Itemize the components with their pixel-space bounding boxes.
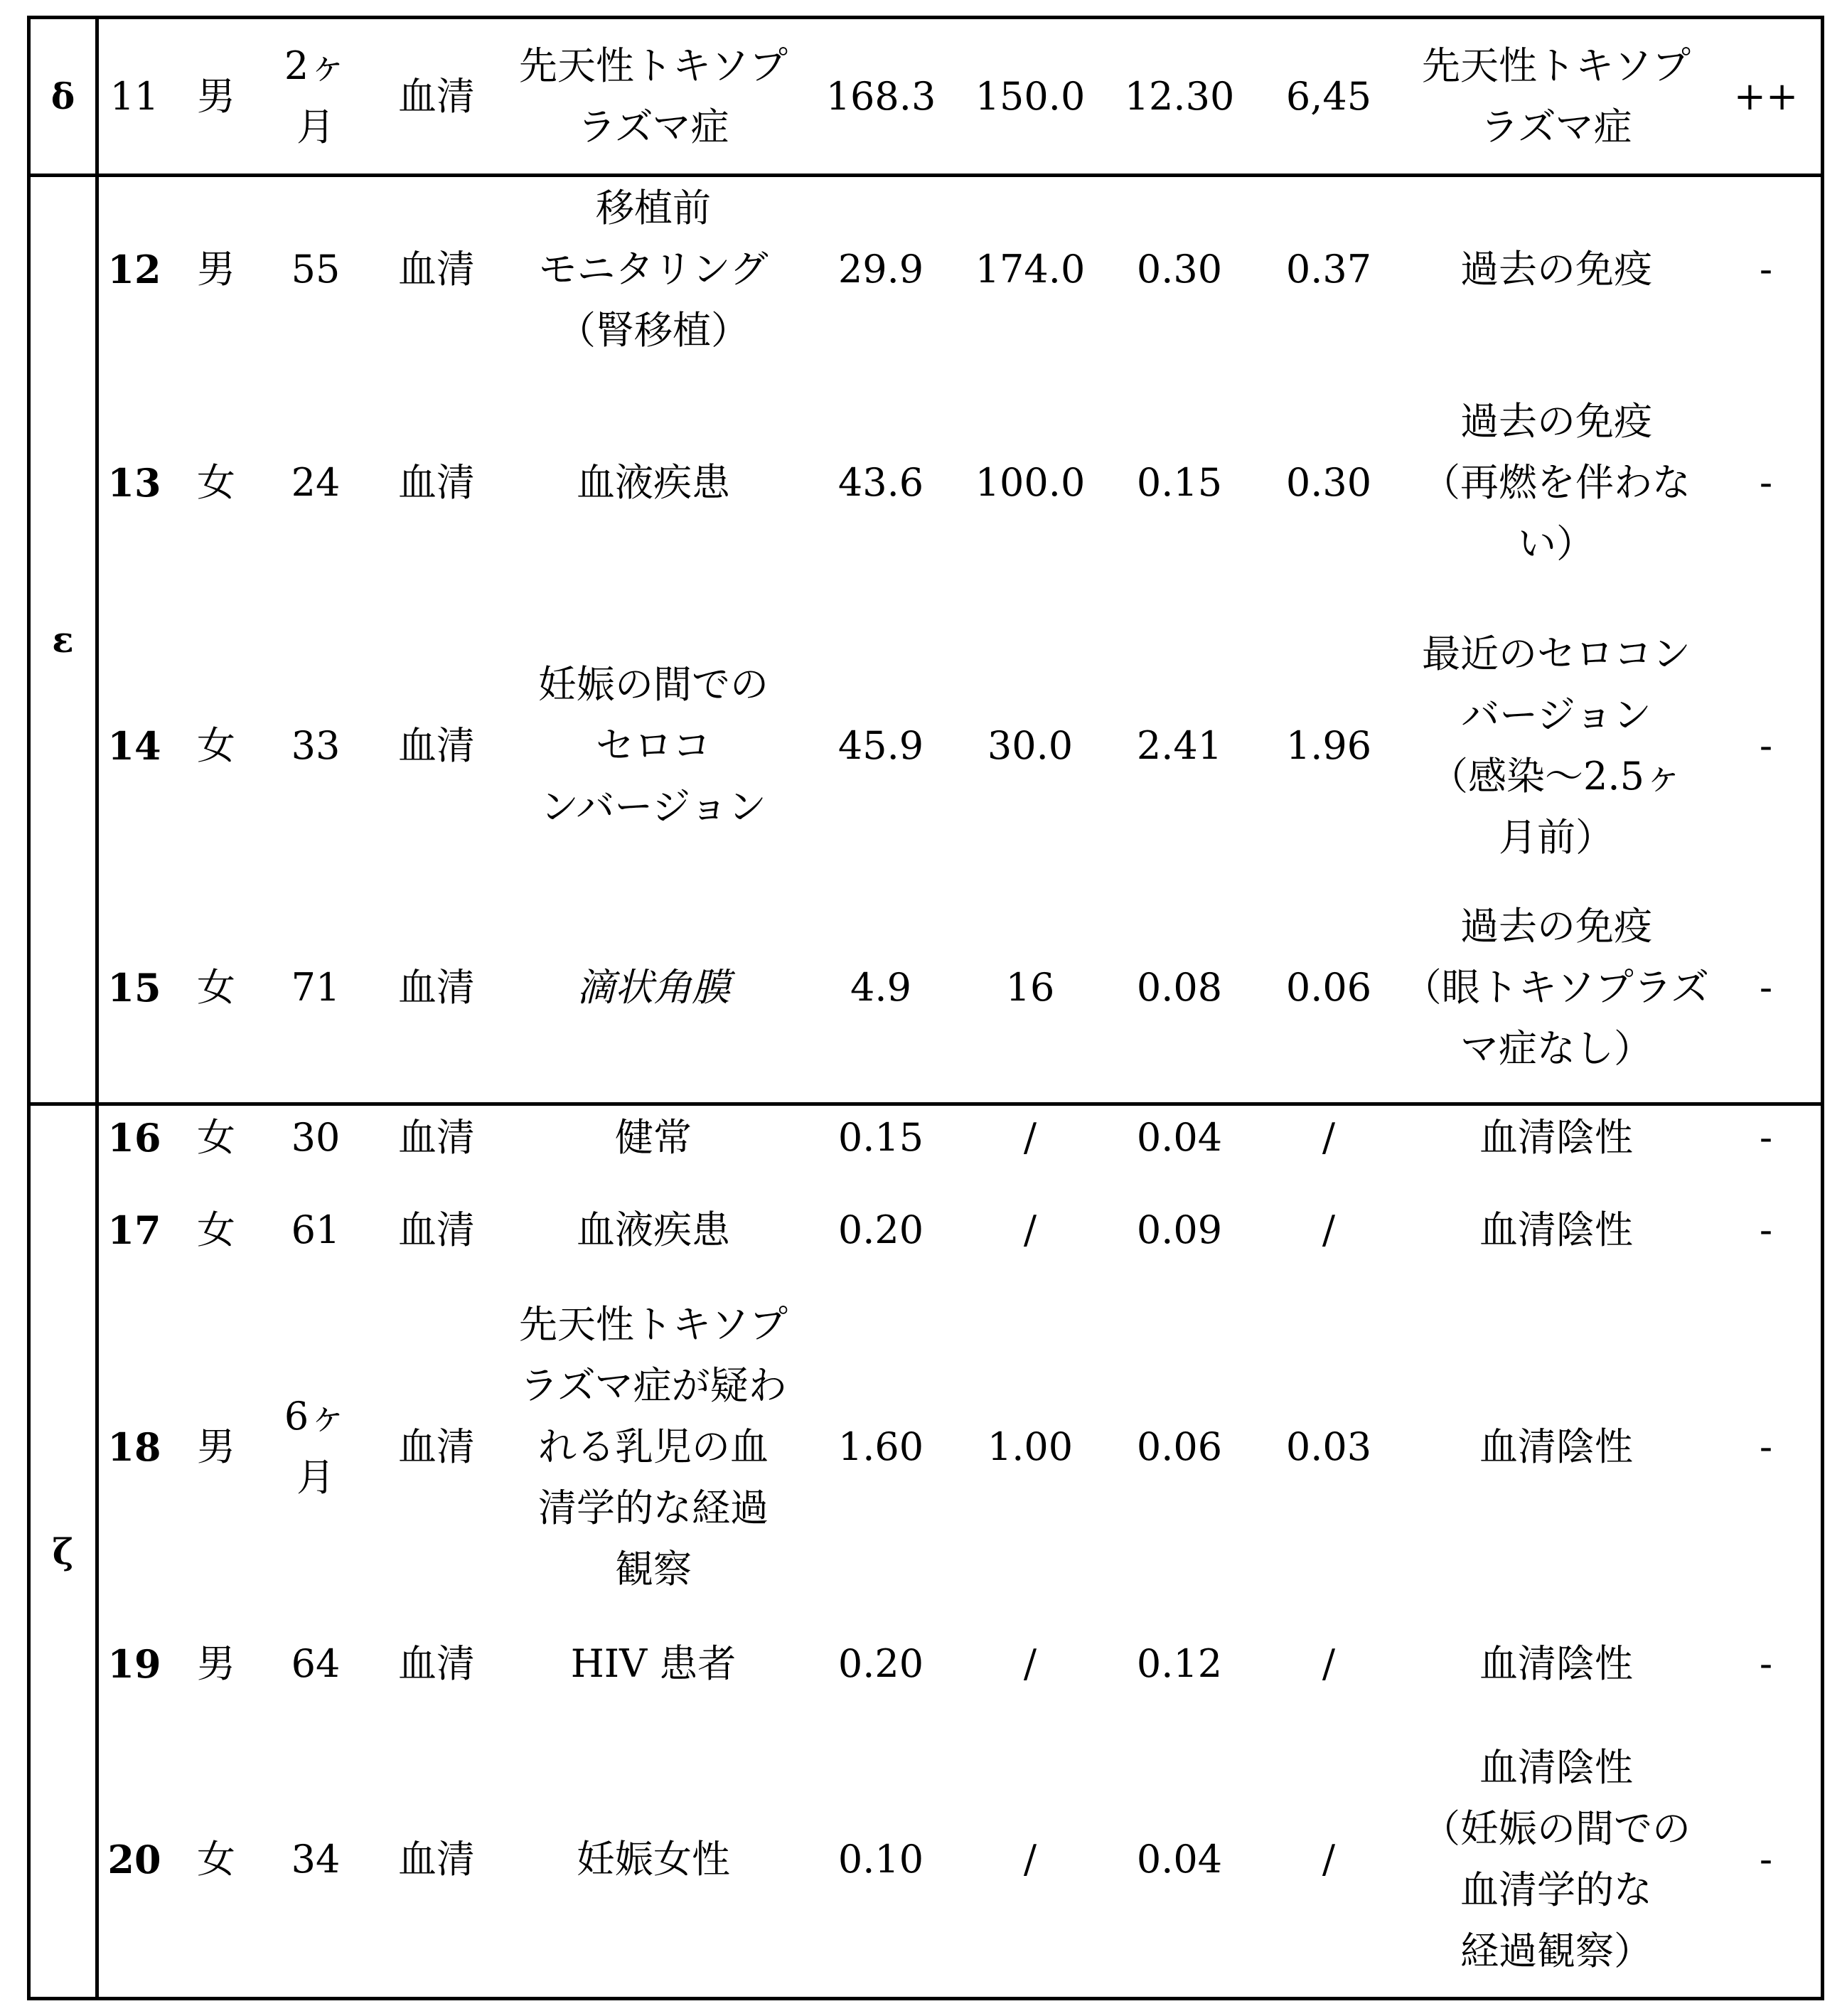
age: 64 xyxy=(291,1641,341,1686)
age: 30 xyxy=(291,1115,341,1160)
age: 6ヶ 月 xyxy=(284,1394,348,1500)
age: 24 xyxy=(291,460,341,505)
value-3: 0.15 xyxy=(1136,460,1223,505)
interpretation: 血清陰性 （妊娠の間での 血清学的な 経過観察） xyxy=(1422,1745,1691,1973)
sample-id: 18 xyxy=(107,1424,161,1470)
value-3: 2.41 xyxy=(1136,723,1223,768)
value-4: / xyxy=(1322,1207,1336,1252)
age: 33 xyxy=(291,723,341,768)
value-4: 0.06 xyxy=(1285,965,1372,1010)
value-2: / xyxy=(1023,1207,1037,1252)
value-4: / xyxy=(1322,1837,1336,1882)
value-4: 0.30 xyxy=(1285,460,1372,505)
diagnosis: 滴状角膜 xyxy=(577,965,730,1010)
result: - xyxy=(1759,1424,1773,1469)
value-4: 1.96 xyxy=(1285,723,1372,768)
value-3: 0.08 xyxy=(1136,965,1223,1010)
value-2: 174.0 xyxy=(975,247,1086,292)
value-3: 0.12 xyxy=(1136,1641,1223,1686)
sample-id: 20 xyxy=(107,1837,161,1882)
value-1: 168.3 xyxy=(825,73,936,119)
value-1: 43.6 xyxy=(837,460,924,505)
result: - xyxy=(1759,247,1773,292)
group-label-delta: δ xyxy=(50,75,75,117)
value-2: 16 xyxy=(1005,965,1055,1010)
value-1: 0.20 xyxy=(837,1641,924,1686)
diagnosis: 妊娠女性 xyxy=(577,1837,730,1882)
interpretation: 過去の免疫 （眼トキソプラズ マ症なし） xyxy=(1403,904,1710,1071)
result: ++ xyxy=(1733,73,1799,119)
sample-id: 15 xyxy=(107,965,161,1010)
diagnosis: 先天性トキソプ ラズマ症 xyxy=(519,43,788,149)
interpretation: 先天性トキソプ ラズマ症 xyxy=(1422,43,1691,149)
value-4: 0.03 xyxy=(1285,1424,1372,1469)
sample-id: 16 xyxy=(107,1115,161,1161)
value-1: 0.15 xyxy=(837,1115,924,1160)
result: - xyxy=(1759,460,1773,505)
age: 34 xyxy=(291,1837,341,1882)
result: - xyxy=(1759,965,1773,1010)
age: 55 xyxy=(291,247,341,292)
diagnosis: 移植前 モニタリング （腎移植） xyxy=(538,186,769,353)
sample-type: 血清 xyxy=(398,1207,475,1252)
interpretation: 血清陰性 xyxy=(1479,1207,1633,1252)
sample-type: 血清 xyxy=(398,1641,475,1686)
value-2: / xyxy=(1023,1641,1037,1686)
interpretation: 血清陰性 xyxy=(1479,1424,1633,1469)
sample-id: 13 xyxy=(107,460,161,506)
interpretation: 過去の免疫 （再燃を伴わな い） xyxy=(1422,399,1691,566)
value-2: 150.0 xyxy=(975,73,1086,119)
sex: 女 xyxy=(197,1837,235,1882)
result: - xyxy=(1759,723,1773,768)
value-3: 0.04 xyxy=(1136,1837,1223,1882)
group-label-zeta: ζ xyxy=(52,1530,74,1572)
value-2: 30.0 xyxy=(987,723,1074,768)
value-3: 0.09 xyxy=(1136,1207,1223,1252)
diagnosis: 先天性トキソプ ラズマ症が疑わ れる乳児の血 清学的な経過 観察 xyxy=(519,1302,788,1591)
sample-id: 14 xyxy=(107,723,161,769)
result: - xyxy=(1759,1115,1773,1160)
value-1: 0.10 xyxy=(837,1837,924,1882)
value-3: 0.06 xyxy=(1136,1424,1223,1469)
sample-type: 血清 xyxy=(398,247,475,292)
value-4: 0.37 xyxy=(1285,247,1372,292)
result: - xyxy=(1759,1641,1773,1686)
diagnosis: 健常 xyxy=(615,1115,692,1160)
sample-type: 血清 xyxy=(398,1837,475,1882)
age: 2ヶ 月 xyxy=(284,43,348,149)
diagnosis: 血液疾患 xyxy=(577,1207,730,1252)
value-1: 1.60 xyxy=(837,1424,924,1469)
sex: 女 xyxy=(197,723,235,768)
diagnosis: 妊娠の間での セロコ ンバージョン xyxy=(538,662,769,829)
age: 71 xyxy=(291,965,341,1010)
sample-type: 血清 xyxy=(398,1424,475,1469)
result: - xyxy=(1759,1207,1773,1252)
value-4: 6,45 xyxy=(1285,73,1372,119)
sex: 男 xyxy=(197,1641,235,1686)
value-3: 0.30 xyxy=(1136,247,1223,292)
value-1: 0.20 xyxy=(837,1207,924,1252)
interpretation: 過去の免疫 xyxy=(1460,247,1652,292)
sample-id: 17 xyxy=(107,1207,161,1253)
interpretation: 血清陰性 xyxy=(1479,1641,1633,1686)
value-3: 0.04 xyxy=(1136,1115,1223,1160)
sex: 男 xyxy=(197,73,235,119)
sex: 男 xyxy=(197,247,235,292)
diagnosis: 血液疾患 xyxy=(577,460,730,505)
value-2: / xyxy=(1023,1115,1037,1160)
interpretation: 血清陰性 xyxy=(1479,1115,1633,1160)
value-4: / xyxy=(1322,1641,1336,1686)
value-2: 1.00 xyxy=(987,1424,1074,1469)
interpretation: 最近のセロコン バージョン （感染～2.5ヶ 月前） xyxy=(1422,631,1691,860)
value-2: / xyxy=(1023,1837,1037,1882)
group-label-epsilon: ε xyxy=(52,618,74,661)
sample-id: 12 xyxy=(107,247,161,292)
sex: 男 xyxy=(197,1424,235,1469)
sample-id: 19 xyxy=(107,1641,161,1687)
value-1: 45.9 xyxy=(837,723,924,768)
value-1: 29.9 xyxy=(837,247,924,292)
sex: 女 xyxy=(197,965,235,1010)
value-3: 12.30 xyxy=(1124,73,1235,119)
table-border-right xyxy=(1821,16,1824,2000)
sample-type: 血清 xyxy=(398,73,475,119)
value-4: / xyxy=(1322,1115,1336,1160)
sex: 女 xyxy=(197,1115,235,1160)
value-1: 4.9 xyxy=(850,965,911,1010)
age: 61 xyxy=(291,1207,341,1252)
sample-type: 血清 xyxy=(398,1115,475,1160)
diagnosis: HIV 患者 xyxy=(570,1641,737,1686)
sample-type: 血清 xyxy=(398,460,475,505)
sample-type: 血清 xyxy=(398,723,475,768)
result: - xyxy=(1759,1837,1773,1882)
sex: 女 xyxy=(197,460,235,505)
value-2: 100.0 xyxy=(975,460,1086,505)
sex: 女 xyxy=(197,1207,235,1252)
sample-type: 血清 xyxy=(398,965,475,1010)
table-border-bottom xyxy=(27,1997,1824,2000)
sample-id: 11 xyxy=(109,73,159,119)
